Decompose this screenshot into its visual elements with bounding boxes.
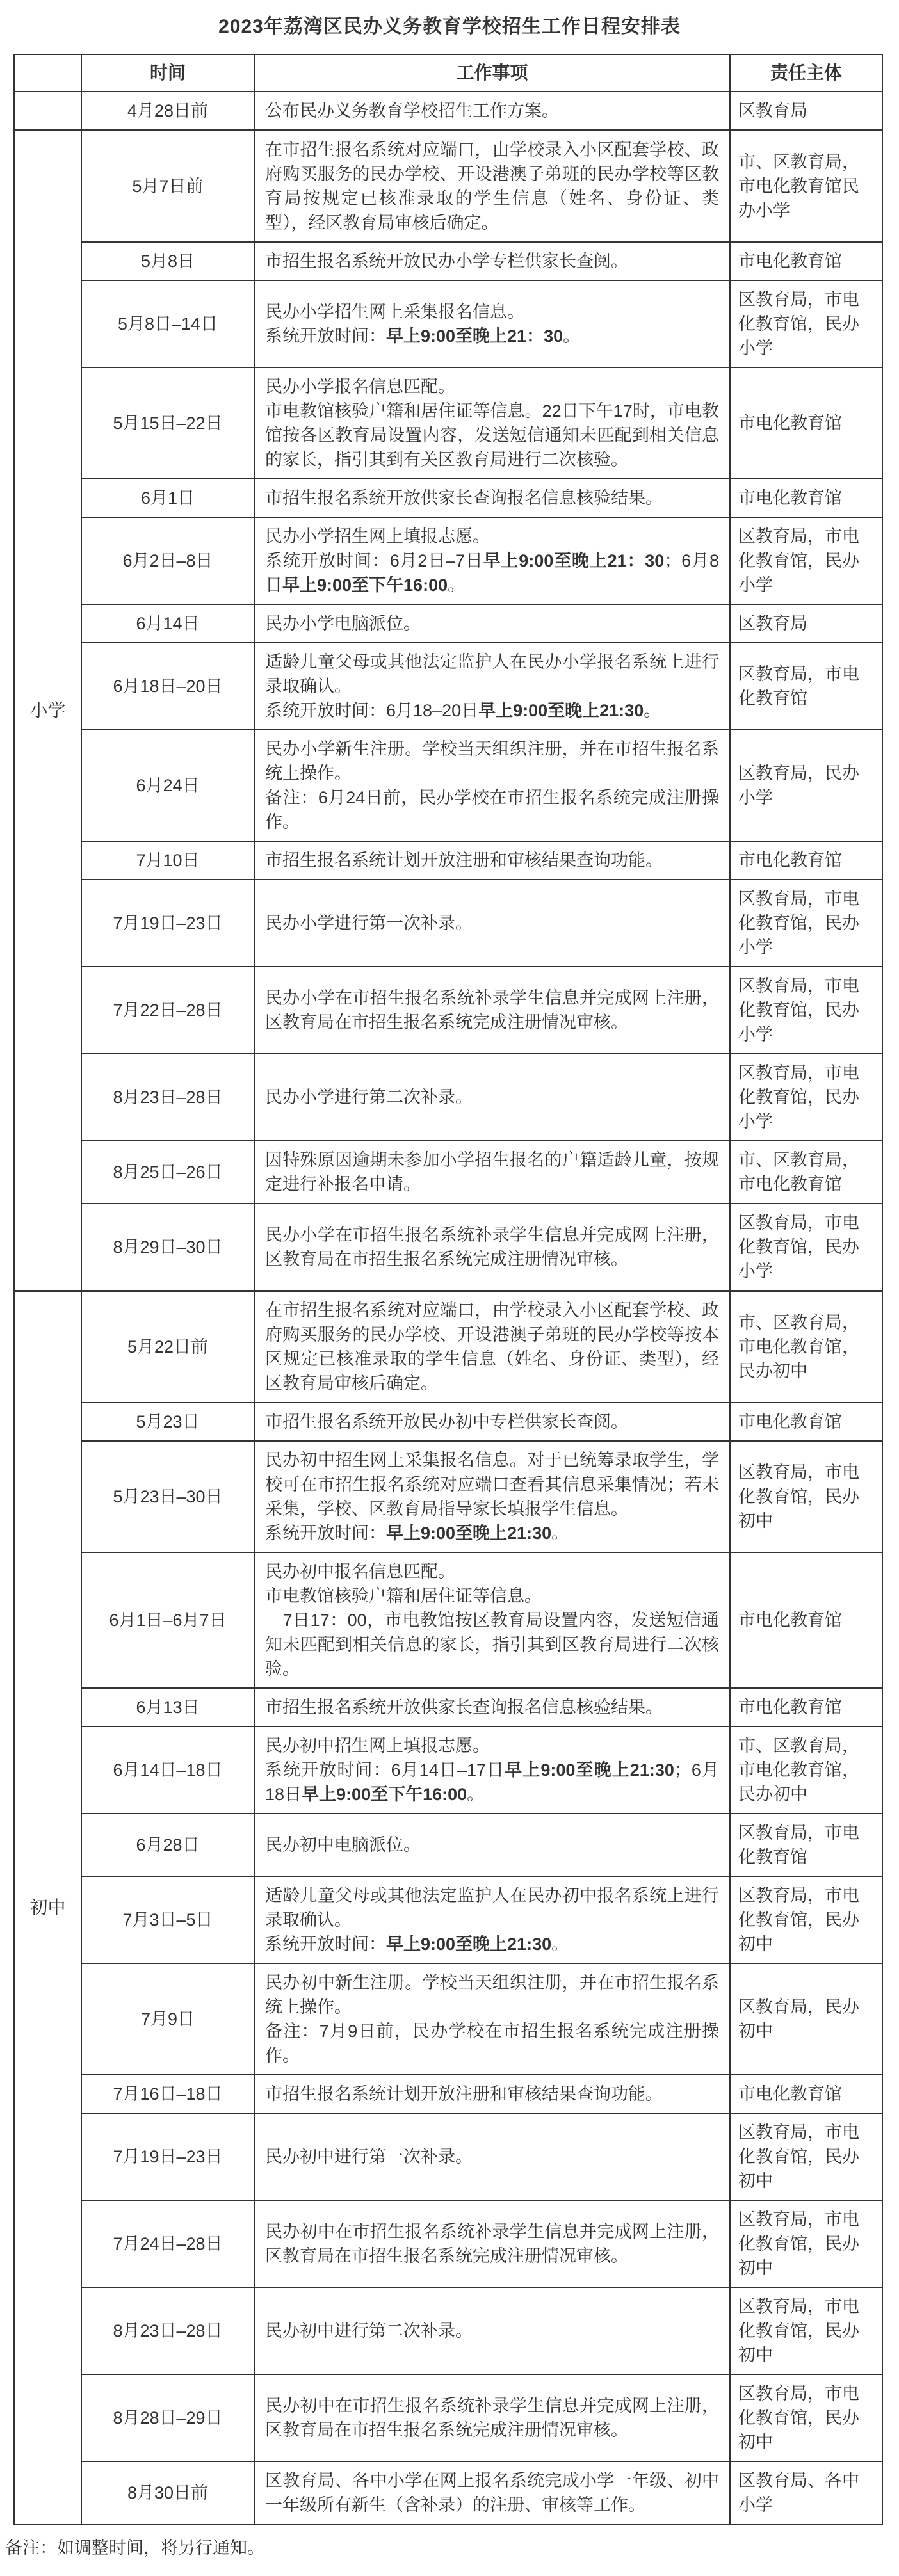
work-item-paragraph: [265, 698, 719, 723]
work-item-paragraph: [265, 399, 719, 472]
owner-cell: 区教育局，市电化教育馆: [730, 643, 882, 730]
work-item-text: 适龄儿童父母或其他法定监护人在民办小学报名系统上进行录取确认。: [265, 652, 719, 696]
work-item-paragraph: [265, 249, 719, 273]
owner-cell: 区教育局，市电化教育馆，民办小学: [730, 280, 882, 367]
time-cell: 8月25日–26日: [81, 1141, 254, 1203]
owner-cell: 区教育局，民办初中: [730, 1963, 882, 2075]
work-item-text: 民办小学在市招生报名系统补录学生信息并完成网上注册，区教育局在市招生报名系统完成注册情况审核。: [265, 988, 719, 1032]
owner-cell: 区教育局，市电化教育馆，民办初中: [730, 2113, 882, 2200]
time-cell: 7月10日: [81, 841, 254, 880]
work-item-text: 公布民办义务教育学校招生工作方案。: [265, 101, 559, 120]
table-row: [14, 2461, 882, 2524]
owner-cell: 市、区教育局，市电化教育馆民办小学: [730, 131, 882, 243]
work-items-cell: [254, 841, 730, 880]
work-item-text: 备注：7月9日前，民办学校在市招生报名系统完成注册操作。: [265, 2022, 719, 2065]
table-row: [14, 1291, 882, 1403]
work-items-cell: [254, 479, 730, 517]
owner-cell: 区教育局，市电化教育馆，民办小学: [730, 517, 882, 604]
table-row: [14, 1963, 882, 2075]
work-item-text: 民办小学招生网上填报志愿。: [265, 527, 490, 546]
work-item-paragraph: [265, 1883, 719, 1932]
work-items-cell: [254, 517, 730, 604]
time-cell: 6月14日–18日: [81, 1727, 254, 1814]
table-row: [14, 1814, 882, 1876]
work-items-cell: [254, 131, 730, 243]
work-item-text: 民办初中在市招生报名系统补录学生信息并完成网上注册，区教育局在市招生报名系统完成注册情况审核。: [265, 2396, 719, 2440]
column-header-owner: 责任主体: [730, 54, 882, 92]
work-items-cell: [254, 242, 730, 280]
work-items-cell: [254, 880, 730, 967]
owner-cell: 市电化教育馆: [730, 841, 882, 880]
work-item-paragraph: [265, 737, 719, 785]
table-row: [14, 1141, 882, 1203]
work-item-text: 。: [551, 1524, 569, 1543]
work-item-text: 民办小学进行第一次补录。: [265, 914, 473, 933]
work-item-paragraph: [265, 324, 719, 348]
table-row: [14, 880, 882, 967]
table-row: [14, 1203, 882, 1291]
work-items-cell: [254, 730, 730, 841]
work-item-paragraph: [265, 1758, 719, 1807]
work-item-text: 市招生报名系统开放民办初中专栏供家长查阅。: [265, 1412, 628, 1431]
table-row: [14, 2113, 882, 2200]
work-item-text: 民办小学报名信息匹配。: [265, 377, 455, 396]
owner-cell: 区教育局，市电化教育馆，民办初中: [730, 2200, 882, 2287]
work-item-paragraph: [265, 1085, 719, 1109]
owner-cell: 市电化教育馆: [730, 242, 882, 280]
work-item-paragraph: [265, 848, 719, 873]
time-emphasis-text: 早上9:00至晚上21：30: [386, 326, 563, 346]
time-cell: 6月18日–20日: [81, 643, 254, 730]
work-item-text: 在市招生报名系统对应端口，由学校录入小区配套学校、政府购买服务的民办学校、开设港澳子弟班的民办学校等按本区规定已核准录取的学生信息（姓名、身份证、类型），经区教育局审核后确定。: [265, 1301, 719, 1393]
work-items-cell: [254, 1727, 730, 1814]
table-row: [14, 2374, 882, 2461]
work-item-text: 系统开放时间：: [265, 1935, 386, 1954]
work-items-cell: [254, 1876, 730, 1963]
work-item-text: 因特殊原因逾期未参加小学招生报名的户籍适龄儿童，按规定进行补报名申请。: [265, 1150, 719, 1194]
time-cell: 6月24日: [81, 730, 254, 841]
time-cell: 6月13日: [81, 1688, 254, 1727]
owner-cell: 区教育局，市电化教育馆，民办小学: [730, 967, 882, 1054]
work-item-paragraph: [265, 374, 719, 399]
work-item-text: 系统开放时间：6月14日–17日: [265, 1760, 505, 1780]
work-items-cell: [254, 2287, 730, 2374]
time-cell: 7月19日–23日: [81, 2113, 254, 2200]
work-item-paragraph: [265, 1695, 719, 1719]
work-item-text: 。: [644, 701, 661, 720]
time-cell: 8月23日–28日: [81, 2287, 254, 2374]
owner-cell: 市、区教育局，市电化教育馆，民办初中: [730, 1727, 882, 1814]
work-item-paragraph: [265, 99, 719, 123]
work-items-cell: [254, 2113, 730, 2200]
owner-cell: 市电化教育馆: [730, 1552, 882, 1688]
work-item-text: 民办小学进行第二次补录。: [265, 1088, 473, 1107]
owner-cell: 区教育局: [730, 92, 882, 131]
work-items-cell: [254, 1688, 730, 1727]
owner-cell: 市电化教育馆: [730, 367, 882, 479]
work-item-paragraph: [265, 911, 719, 935]
owner-cell: 市电化教育馆: [730, 479, 882, 517]
work-item-text: 民办小学在市招生报名系统补录学生信息并完成网上注册，区教育局在市招生报名系统完成注册情况审核。: [265, 1225, 719, 1269]
work-item-text: 7日17：00，市电教馆按区教育局设置内容，发送短信通知未匹配到相关信息的家长，指引其到区教育局进行二次核验。: [265, 1611, 719, 1678]
owner-cell: 区教育局、各中小学: [730, 2461, 882, 2524]
work-items-cell: [254, 1552, 730, 1688]
work-item-paragraph: [265, 2145, 719, 2169]
owner-cell: 市电化教育馆: [730, 2075, 882, 2113]
time-cell: 5月15日–22日: [81, 367, 254, 479]
work-item-paragraph: [265, 2219, 719, 2268]
work-item-paragraph: [265, 2019, 719, 2068]
work-item-paragraph: [265, 986, 719, 1034]
owner-cell: 区教育局，市电化教育馆，民办小学: [730, 1203, 882, 1291]
time-emphasis-text: 早上9:00至晚上21:30: [386, 1935, 552, 1954]
work-item-paragraph: [265, 1521, 719, 1545]
work-items-cell: [254, 1441, 730, 1552]
work-item-text: 民办小学招生网上采集报名信息。: [265, 302, 524, 321]
owner-cell: 市电化教育馆: [730, 1688, 882, 1727]
work-items-cell: [254, 2200, 730, 2287]
table-row: [14, 1552, 882, 1688]
table-row: [14, 841, 882, 880]
work-item-text: 民办小学新生注册。学校当天组织注册，并在市招生报名系统上操作。: [265, 739, 719, 783]
time-cell: 5月23日: [81, 1403, 254, 1441]
time-cell: 8月30日前: [81, 2461, 254, 2524]
work-item-paragraph: [265, 1584, 719, 1608]
work-item-text: 系统开放时间：6月2日–7日: [265, 551, 483, 570]
work-item-paragraph: [265, 2394, 719, 2442]
time-cell: 7月22日–28日: [81, 967, 254, 1054]
owner-cell: 区教育局，市电化教育馆，民办初中: [730, 1876, 882, 1963]
time-emphasis-text: 早上9:00至晚上21:30: [478, 701, 644, 720]
time-emphasis-text: 早上9:00至下午16:00: [282, 576, 448, 595]
work-item-text: 。: [563, 326, 581, 346]
table-row: [14, 1876, 882, 1963]
work-items-cell: [254, 2075, 730, 2113]
time-cell: 7月3日–5日: [81, 1876, 254, 1963]
work-items-cell: [254, 1963, 730, 2075]
work-item-text: 区教育局、各中小学在网上报名系统完成小学一年级、初中一年级所有新生（含补录）的注册、审核等工作。: [265, 2471, 719, 2515]
owner-cell: 区教育局: [730, 604, 882, 643]
work-item-text: 民办初中新生注册。学校当天组织注册，并在市招生报名系统上操作。: [265, 1973, 719, 2017]
work-item-paragraph: [265, 1932, 719, 1956]
time-cell: 7月16日–18日: [81, 2075, 254, 2113]
time-cell: 5月7日前: [81, 131, 254, 243]
work-item-text: 适龄儿童父母或其他法定监护人在民办初中报名系统上进行录取确认。: [265, 1886, 719, 1929]
owner-cell: 区教育局，市电化教育馆: [730, 1814, 882, 1876]
work-item-text: 。: [551, 1935, 569, 1954]
table-row: [14, 280, 882, 367]
work-items-cell: [254, 1291, 730, 1403]
column-header-time: 时间: [81, 54, 254, 92]
work-item-text: 备注：6月24日前，民办学校在市招生报名系统完成注册操作。: [265, 788, 719, 832]
time-cell: 5月8日: [81, 242, 254, 280]
work-item-paragraph: [265, 1559, 719, 1584]
schedule-table-body: [14, 92, 882, 2524]
table-row: [14, 131, 882, 243]
work-item-text: ；6月8日: [265, 551, 719, 595]
work-item-paragraph: [265, 549, 719, 597]
owner-cell: 区教育局，市电化教育馆，民办初中: [730, 2374, 882, 2461]
time-emphasis-text: 早上9:00至晚上21:30: [386, 1524, 552, 1543]
work-item-paragraph: [265, 1298, 719, 1396]
work-item-text: 。: [448, 576, 466, 595]
work-item-text: 民办初中报名信息匹配。: [265, 1562, 455, 1581]
time-cell: 7月9日: [81, 1963, 254, 2075]
time-cell: 7月24日–28日: [81, 2200, 254, 2287]
owner-cell: 市电化教育馆: [730, 1403, 882, 1441]
work-item-text: 市电教馆核验户籍和居住证等信息。: [265, 1586, 542, 1606]
table-row: [14, 2287, 882, 2374]
work-item-paragraph: [265, 785, 719, 834]
table-row: [14, 730, 882, 841]
table-header: [14, 54, 882, 92]
work-items-cell: [254, 1814, 730, 1876]
time-cell: 6月1日: [81, 479, 254, 517]
work-items-cell: [254, 1141, 730, 1203]
time-cell: 5月23日–30日: [81, 1441, 254, 1552]
corner-cell: [14, 54, 81, 92]
work-items-cell: [254, 2461, 730, 2524]
footnote: 备注：如调整时间，将另行通知。: [5, 2538, 264, 2557]
work-item-text: 系统开放时间：6月18–20日: [265, 701, 479, 720]
work-item-paragraph: [265, 2082, 719, 2106]
work-item-text: 市招生报名系统计划开放注册和审核结果查询功能。: [265, 851, 663, 870]
work-item-text: 民办初中进行第二次补录。: [265, 2321, 473, 2340]
time-cell: 6月1日–6月7日: [81, 1552, 254, 1688]
work-item-text: 民办初中招生网上采集报名信息。对于已统筹录取学生，学校可在市招生报名系统对应端口查看其信息采集情况；若未采集，学校、区教育局指导家长填报学生信息。: [265, 1451, 719, 1518]
owner-cell: 区教育局，市电化教育馆，民办小学: [730, 1054, 882, 1141]
owner-cell: 区教育局，市电化教育馆，民办初中: [730, 1441, 882, 1552]
page-title: 2023年荔湾区民办义务教育学校招生工作日程安排表: [218, 16, 681, 37]
table-row: [14, 604, 882, 643]
work-item-text: 在市招生报名系统对应端口，由学校录入小区配套学校、政府购买服务的民办学校、开设港澳子弟班的民办学校等区教育局按规定已核准录取的学生信息（姓名、身份证、类型），经区教育局审核后确定。: [265, 140, 719, 232]
time-cell: 4月28日前: [81, 92, 254, 131]
work-item-paragraph: [265, 1608, 719, 1681]
time-cell: 8月28日–29日: [81, 2374, 254, 2461]
work-items-cell: [254, 967, 730, 1054]
work-item-text: 民办初中电脑派位。: [265, 1835, 421, 1855]
work-item-paragraph: [265, 486, 719, 510]
work-item-paragraph: [265, 650, 719, 698]
schedule-table: [13, 54, 883, 2525]
table-row: [14, 1727, 882, 1814]
work-item-paragraph: [265, 1970, 719, 2019]
owner-cell: 市、区教育局，市电化教育馆，民办初中: [730, 1291, 882, 1403]
work-items-cell: [254, 2374, 730, 2461]
time-cell: 7月19日–23日: [81, 880, 254, 967]
column-header-work-items: 工作事项: [254, 54, 730, 92]
work-item-text: 。: [467, 1785, 485, 1804]
table-row: [14, 2200, 882, 2287]
time-emphasis-text: 早上9:00至晚上21:30: [505, 1760, 674, 1780]
work-items-cell: [254, 1403, 730, 1441]
table-row: [14, 2075, 882, 2113]
work-item-paragraph: [265, 1223, 719, 1271]
header-row: [14, 54, 882, 92]
work-item-paragraph: [265, 1833, 719, 1857]
work-item-paragraph: [265, 1734, 719, 1758]
group-cell-2: 初中: [14, 1291, 81, 2525]
work-items-cell: [254, 1054, 730, 1141]
work-items-cell: [254, 280, 730, 367]
time-cell: 6月28日: [81, 1814, 254, 1876]
work-item-text: 市招生报名系统开放民办小学专栏供家长查阅。: [265, 252, 628, 271]
work-item-text: 民办小学电脑派位。: [265, 614, 421, 633]
time-cell: 5月22日前: [81, 1291, 254, 1403]
time-cell: 6月2日–8日: [81, 517, 254, 604]
work-item-text: ；6月18日: [265, 1760, 719, 1804]
owner-cell: 区教育局，市电化教育馆，民办初中: [730, 2287, 882, 2374]
time-cell: 8月29日–30日: [81, 1203, 254, 1291]
work-item-text: 民办初中在市招生报名系统补录学生信息并完成网上注册，区教育局在市招生报名系统完成注册情况审核。: [265, 2222, 719, 2266]
time-emphasis-text: 早上9:00至下午16:00: [302, 1785, 467, 1804]
table-row: [14, 1441, 882, 1552]
work-item-paragraph: [265, 524, 719, 549]
work-item-text: 市电教馆核验户籍和居住证等信息。22日下午17时，市电教馆按各区教育局设置内容，发送短信通知未匹配到相关信息的家长，指引其到有关区教育局进行二次核验。: [265, 401, 719, 469]
time-cell: 6月14日: [81, 604, 254, 643]
table-row: [14, 967, 882, 1054]
table-row: [14, 479, 882, 517]
table-row: [14, 367, 882, 479]
group-cell-blank: [14, 92, 81, 131]
work-item-paragraph: [265, 138, 719, 235]
time-cell: 8月23日–28日: [81, 1054, 254, 1141]
table-row: [14, 92, 882, 131]
table-row: [14, 1054, 882, 1141]
work-item-text: 民办初中进行第一次补录。: [265, 2147, 473, 2166]
work-items-cell: [254, 367, 730, 479]
owner-cell: 区教育局，市电化教育馆，民办小学: [730, 880, 882, 967]
work-items-cell: [254, 92, 730, 131]
time-cell: 5月8日–14日: [81, 280, 254, 367]
owner-cell: 区教育局，民办小学: [730, 730, 882, 841]
work-item-text: 民办初中招生网上填报志愿。: [265, 1736, 490, 1755]
work-items-cell: [254, 643, 730, 730]
work-item-paragraph: [265, 1448, 719, 1521]
owner-cell: 市、区教育局，市电化教育馆: [730, 1141, 882, 1203]
work-item-paragraph: [265, 1148, 719, 1196]
group-cell-1: 小学: [14, 131, 81, 1291]
table-row: [14, 517, 882, 604]
work-item-text: 系统开放时间：: [265, 1524, 386, 1543]
work-item-paragraph: [265, 611, 719, 636]
work-item-text: 市招生报名系统计划开放注册和审核结果查询功能。: [265, 2084, 663, 2104]
work-item-paragraph: [265, 300, 719, 324]
work-item-text: 市招生报名系统开放供家长查询报名信息核验结果。: [265, 1698, 663, 1717]
work-item-text: 市招生报名系统开放供家长查询报名信息核验结果。: [265, 488, 663, 508]
table-row: [14, 242, 882, 280]
work-item-paragraph: [265, 2468, 719, 2517]
time-emphasis-text: 早上9:00至晚上21：30: [483, 551, 665, 570]
table-row: [14, 1403, 882, 1441]
work-item-text: 系统开放时间：: [265, 326, 386, 346]
work-items-cell: [254, 1203, 730, 1291]
work-item-paragraph: [265, 1410, 719, 1434]
work-item-paragraph: [265, 2319, 719, 2343]
table-row: [14, 643, 882, 730]
work-items-cell: [254, 604, 730, 643]
table-row: [14, 1688, 882, 1727]
